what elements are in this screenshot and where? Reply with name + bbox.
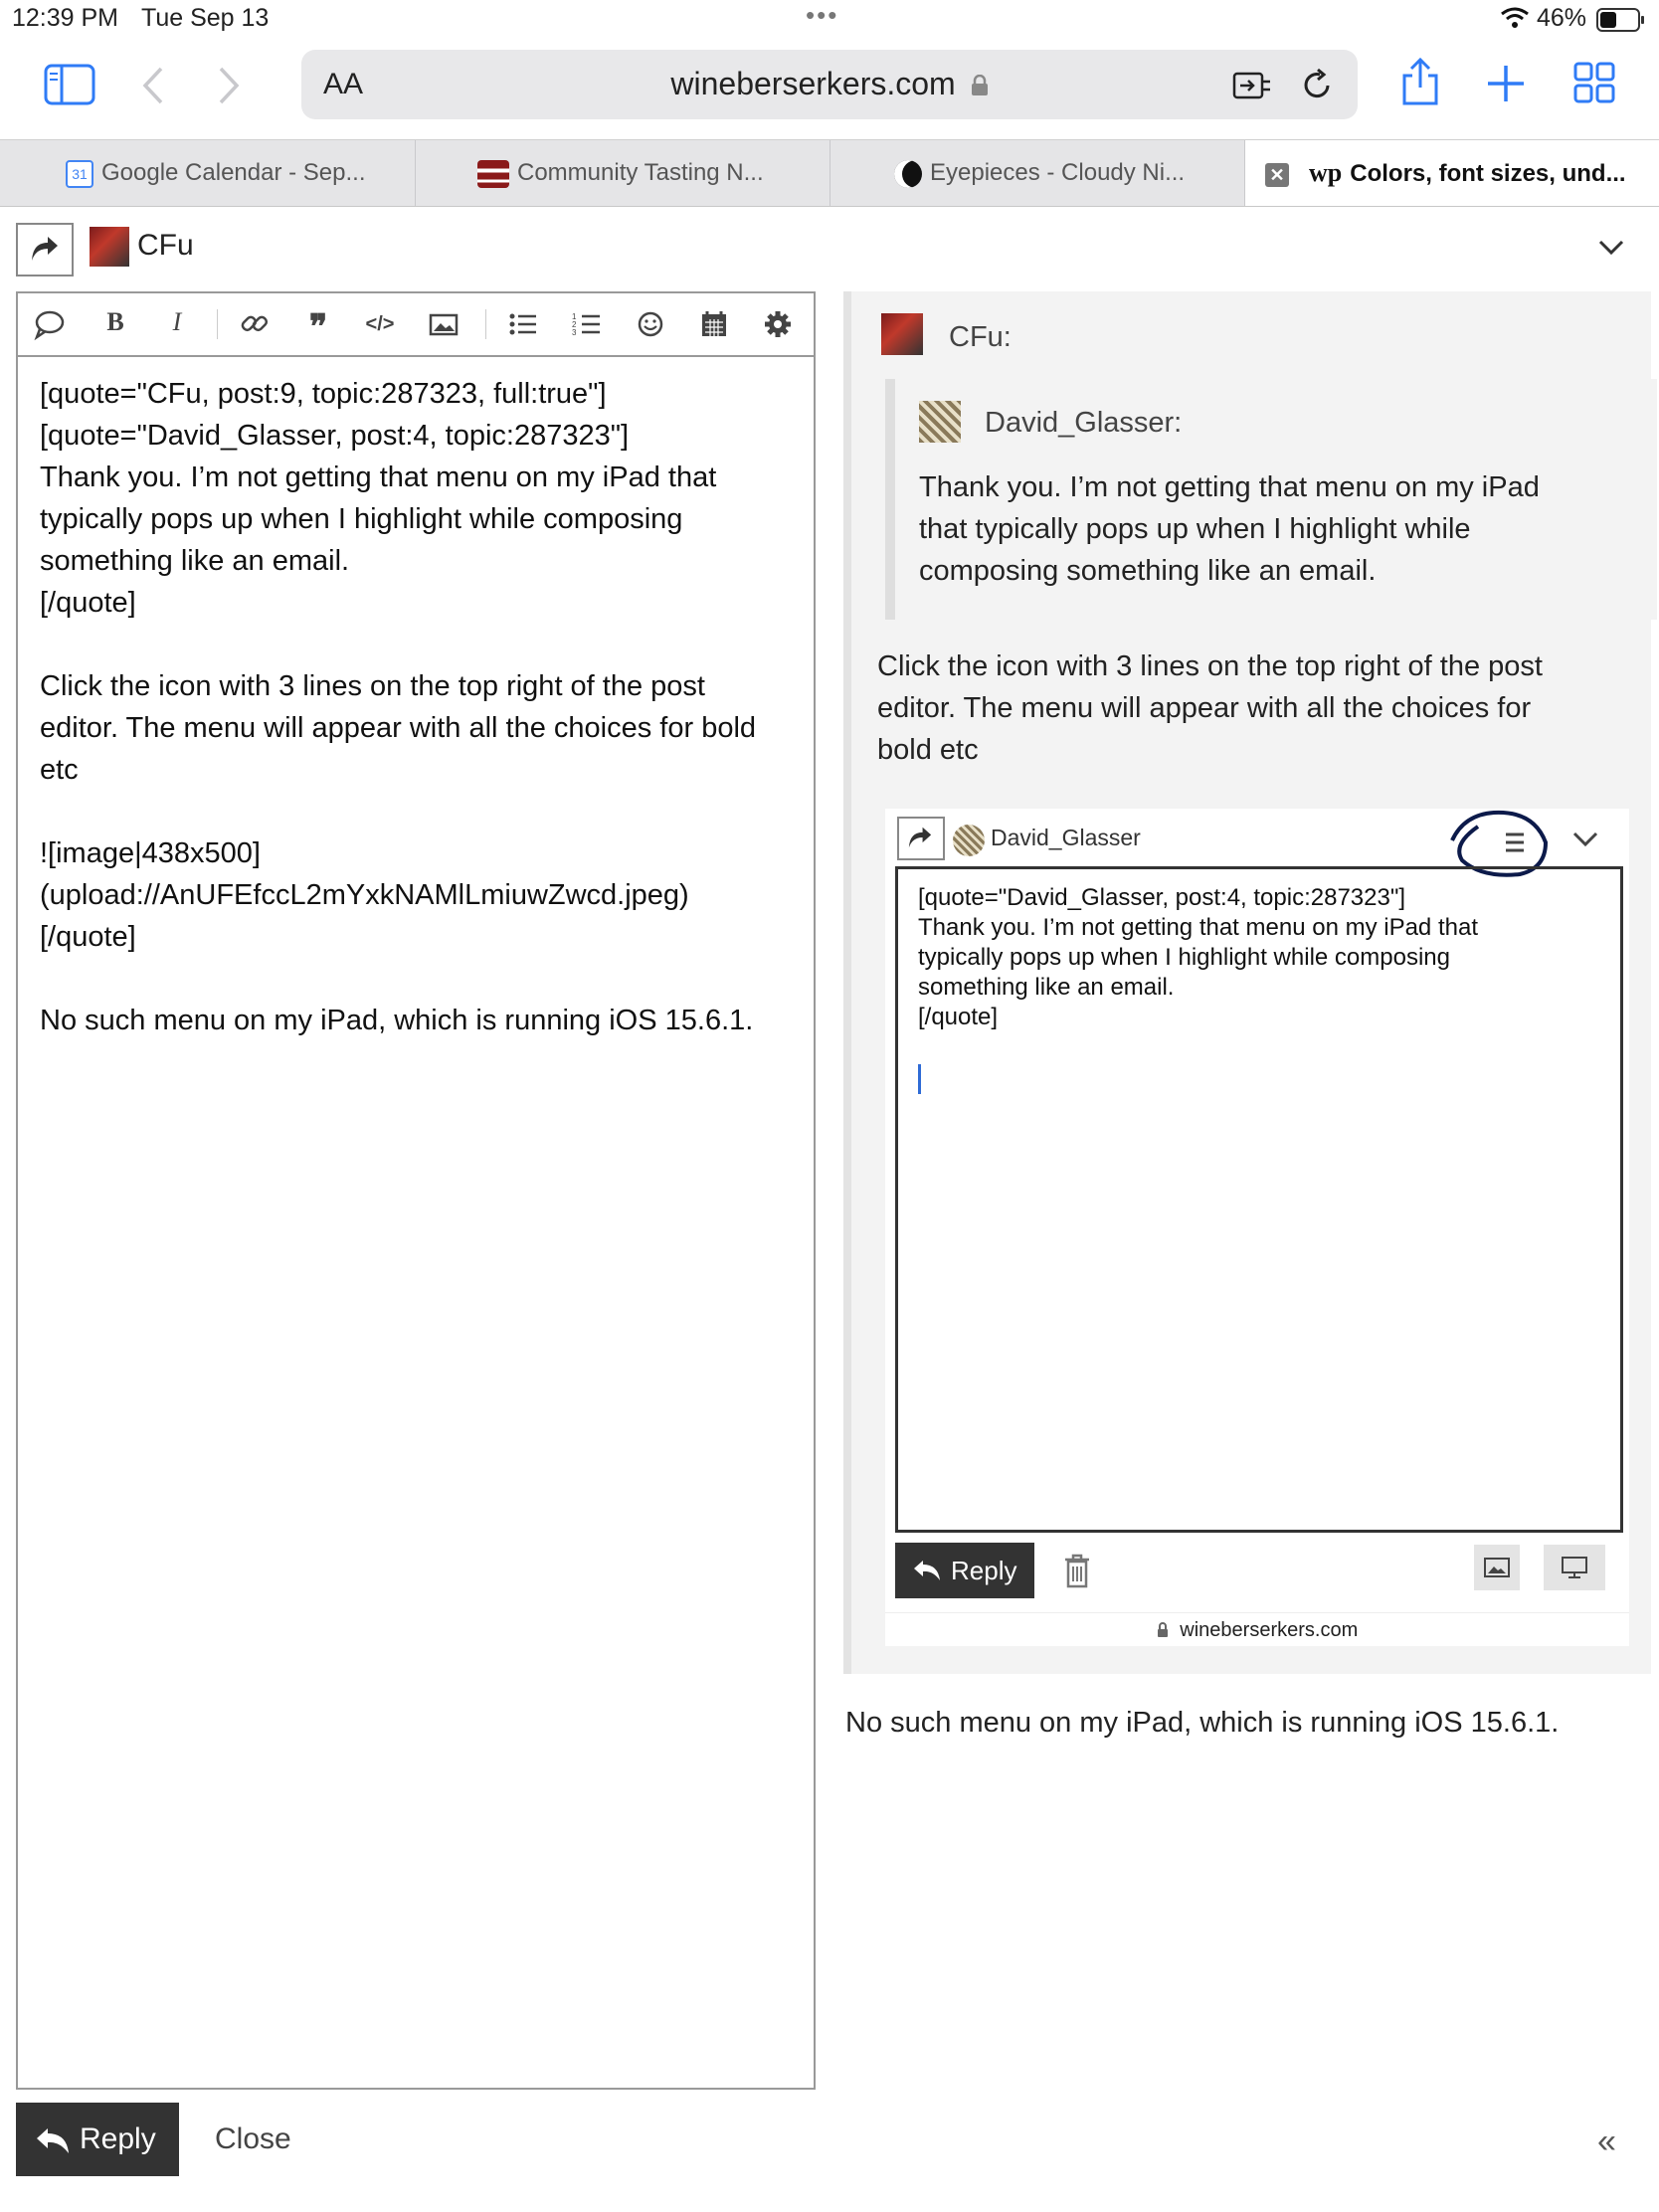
avatar <box>90 227 129 267</box>
chevron-down-icon[interactable] <box>1597 233 1625 261</box>
numbered-list-icon[interactable] <box>569 307 605 341</box>
screenshot-editor-text: [quote="David_Glasser, post:4, topic:287323"] Thank you. I’m not getting that menu on my iPad that typically pops up when I highlight while composing something like an email. [/quote] <box>918 884 1478 1030</box>
reply-action-button <box>897 817 945 860</box>
reload-icon[interactable] <box>1300 68 1334 103</box>
close-button[interactable]: Close <box>215 2122 291 2155</box>
toolbar-divider <box>485 309 486 339</box>
multitasking-dots[interactable]: ••• <box>806 0 839 30</box>
reply-arrow-icon <box>907 826 933 849</box>
desktop-toggle-button <box>1544 1545 1605 1590</box>
reader-settings-button[interactable]: AA <box>323 68 364 100</box>
tab-google-calendar[interactable] <box>0 140 416 206</box>
tab-label: Community Tasting N... <box>517 159 764 186</box>
screenshot-editor <box>895 866 1623 1533</box>
svg-text:1: 1 <box>572 312 577 321</box>
editor-toolbar <box>18 293 814 357</box>
tab-community-tasting[interactable] <box>416 140 830 206</box>
post-paragraph: No such menu on my iPad, which is running iOS 15.6.1. <box>845 1707 1560 1739</box>
screenshot-reply-button: Reply <box>895 1543 1034 1598</box>
reply-button[interactable] <box>16 2103 179 2176</box>
tab-eyepieces[interactable] <box>830 140 1245 206</box>
tab-overview-icon[interactable] <box>1573 62 1615 103</box>
avatar <box>953 825 985 856</box>
battery-icon <box>1596 8 1640 32</box>
chevron-down-icon <box>1571 829 1599 850</box>
svg-text:2: 2 <box>572 320 577 329</box>
emoji-icon[interactable] <box>633 307 668 341</box>
sidebar-icon[interactable] <box>44 64 95 105</box>
reply-arrow-icon <box>913 1559 941 1582</box>
quote-author: CFu: <box>949 321 1012 353</box>
reply-button-label: Reply <box>80 2122 156 2155</box>
wine-icon <box>477 160 509 188</box>
tab-bar <box>0 139 1659 207</box>
status-bar <box>0 0 1659 40</box>
italic-icon[interactable]: I <box>172 307 182 336</box>
toolbar-divider <box>217 309 218 339</box>
quote-bubble-icon[interactable] <box>32 307 68 341</box>
close-tab-icon[interactable]: ✕ <box>1265 163 1289 187</box>
lock-icon <box>971 75 989 96</box>
address-bar[interactable] <box>301 50 1358 119</box>
bold-icon[interactable]: B <box>106 307 124 336</box>
forward-icon[interactable] <box>217 66 241 105</box>
avatar <box>881 313 923 355</box>
extension-icon[interactable] <box>1232 70 1274 101</box>
calendar-icon[interactable] <box>696 307 732 341</box>
collapse-preview-icon[interactable]: « <box>1597 2122 1616 2160</box>
blockquote-icon[interactable]: ❞ <box>308 309 328 346</box>
status-time: 12:39 PM <box>12 4 119 32</box>
tab-colors-font-sizes[interactable] <box>1245 140 1659 206</box>
monitor-icon <box>1562 1557 1587 1578</box>
moon-icon <box>894 160 922 188</box>
link-icon[interactable] <box>237 307 273 341</box>
avatar <box>919 401 961 443</box>
reply-to-user[interactable]: CFu <box>137 229 194 262</box>
reply-arrow-icon <box>36 2126 70 2154</box>
embedded-screenshot <box>885 809 1629 1646</box>
bullet-list-icon[interactable] <box>505 307 541 341</box>
status-date: Tue Sep 13 <box>141 4 270 32</box>
battery-percent: 46% <box>1537 4 1587 32</box>
wifi-icon <box>1500 6 1530 30</box>
tab-label: Google Calendar - Sep... <box>101 159 366 186</box>
tab-label: Colors, font sizes, und... <box>1350 160 1626 187</box>
reply-action-button[interactable] <box>16 223 74 276</box>
text-caret <box>918 1064 921 1094</box>
quote-body: Click the icon with 3 lines on the top right of the post editor. The menu will appear with all the choices for bold etc <box>877 650 1543 766</box>
url-text: wineberserkers.com <box>670 66 956 101</box>
code-icon[interactable]: </> <box>365 313 395 335</box>
svg-text:3: 3 <box>572 328 577 337</box>
image-upload-icon[interactable] <box>426 307 461 341</box>
lock-icon <box>1157 1622 1169 1638</box>
screenshot-url: wineberserkers.com <box>1180 1619 1359 1641</box>
editor-textarea-content[interactable]: [quote="CFu, post:9, topic:287323, full:true"] [quote="David_Glasser, post:4, topic:287323"] Thank you. I’m not getting that menu on my iPad that typically pops up when I highlight while composing something like an email. [/quote] Click the icon with 3 lines on the top right of the post editor. The menu will appear with all the choices for bold etc ![image|438x500] (upload://AnUFEfccL2mYxkNAMlLmiuwZwcd.jpeg) [/quote] No such menu on my iPad, which is running iOS 15.6.1. <box>40 378 757 1036</box>
quote-author: David_Glasser: <box>985 407 1183 439</box>
wp-icon: wp <box>1309 158 1343 187</box>
composer-editor[interactable] <box>16 291 816 2090</box>
image-icon <box>1484 1557 1510 1578</box>
tab-label: Eyepieces - Cloudy Ni... <box>930 159 1186 186</box>
quote-body: Thank you. I’m not getting that menu on my iPad that typically pops up when I highlight while composing something like an email. <box>919 471 1540 587</box>
share-icon[interactable] <box>1398 56 1442 107</box>
gear-icon[interactable] <box>760 307 796 341</box>
nested-quote <box>885 379 1657 620</box>
reply-arrow-icon <box>30 235 60 263</box>
calendar-icon: 31 <box>66 160 93 188</box>
trash-icon <box>1062 1553 1092 1588</box>
quote-block <box>843 291 1651 1674</box>
reply-to-user: David_Glasser <box>991 825 1141 850</box>
image-toggle-button <box>1474 1545 1520 1590</box>
back-icon[interactable] <box>141 66 165 105</box>
new-tab-icon[interactable] <box>1486 64 1526 103</box>
